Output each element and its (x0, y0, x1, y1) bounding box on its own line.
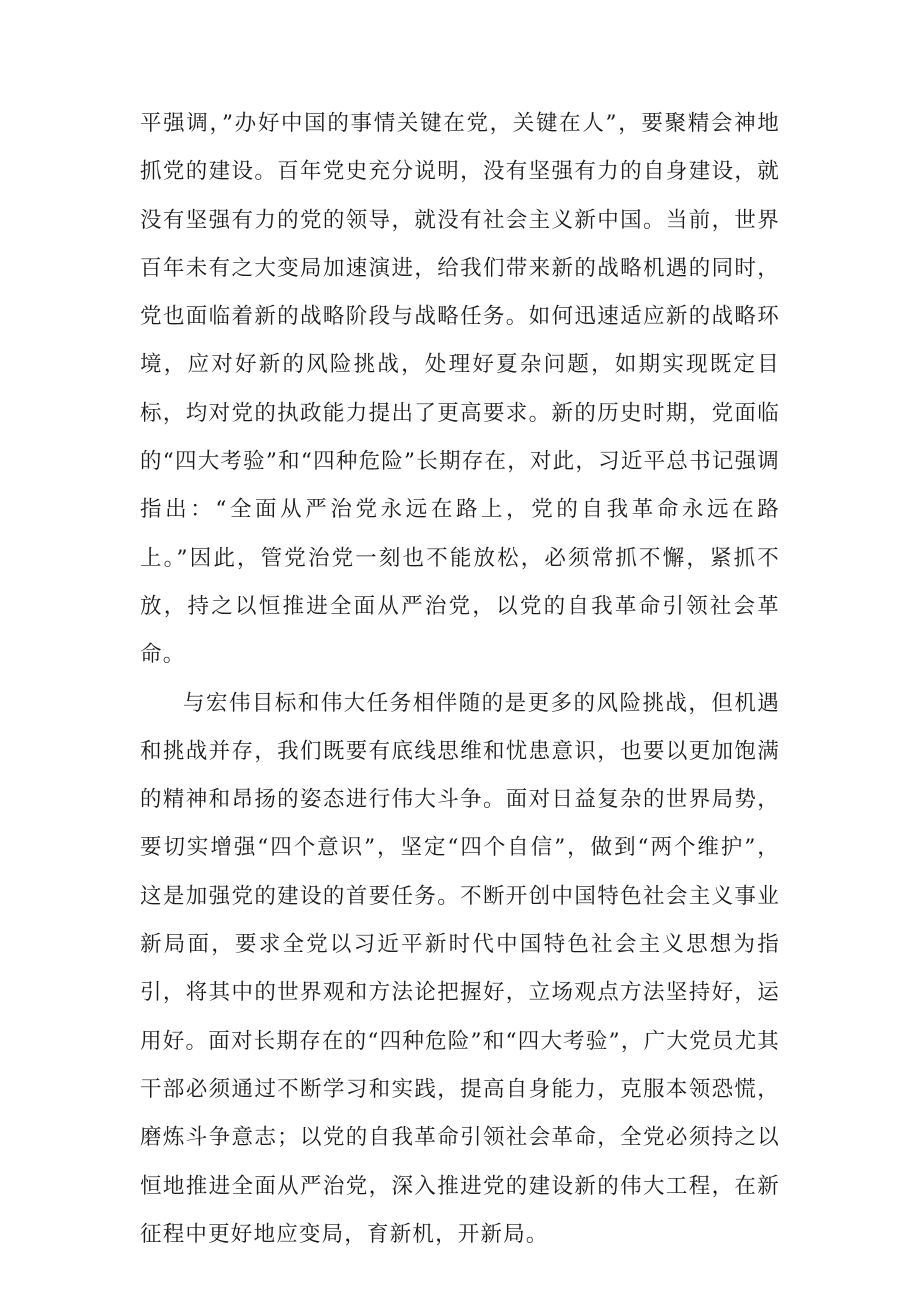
paragraph-1: 平强调，”办好中国的事情关键在党，关键在人”，要聚精会神地抓党的建设。百年党史充分说明，没有坚强有力的自身建设，就没有坚强有力的党的领导，就没有社会主义新中国。当前，世界百年未有之大变局加速演进，给我们带来新的战略机遇的同时，党也面临着新的战略阶段与战略任务。如何迅速适应新的战略环境，应对好新的风险挑战，处理好夏杂问题，如期实现既定目标，均对党的执政能力提出了更高要求。新的历史时期，党面临的“四大考验”和“四种危险”长期存在，对此，习近平总书记强调指出：“全面从严治党永远在路上，党的自我革命永远在路上。”因此，管党治党一刻也不能放松，必须常抓不懈，紧抓不放，持之以恒推进全面从严治党，以党的自我革命引领社会革命。 (140, 111, 780, 668)
paragraph-2: 与宏伟目标和伟大任务相伴随的是更多的风险挑战，但机遇和挑战并存，我们既要有底线思维和忧患意识，也要以更加饱满的精神和昂扬的姿态进行伟大斗争。面对日益复杂的世界局势，要切实增强“四个意识”，坚定“四个自信”，做到“两个维护”，这是加强党的建设的首要任务。不断开创中国特色社会主义事业新局面，要求全党以习近平新时代中国特色社会主义思想为指引，将其中的世界观和方法论把握好，立场观点方法坚持好，运用好。面对长期存在的“四种危险”和“四大考验”，广大党员尤其干部必须通过不断学习和实践，提高自身能力，克服本领恐慌，磨炼斗争意志；以党的自我革命引领社会革命，全党必须持之以恒地推进全面从严治党，深入推进党的建设新的伟大工程，在新征程中更好地应变局，育新机，开新局。 (140, 690, 780, 1247)
document-body (140, 100, 780, 1259)
